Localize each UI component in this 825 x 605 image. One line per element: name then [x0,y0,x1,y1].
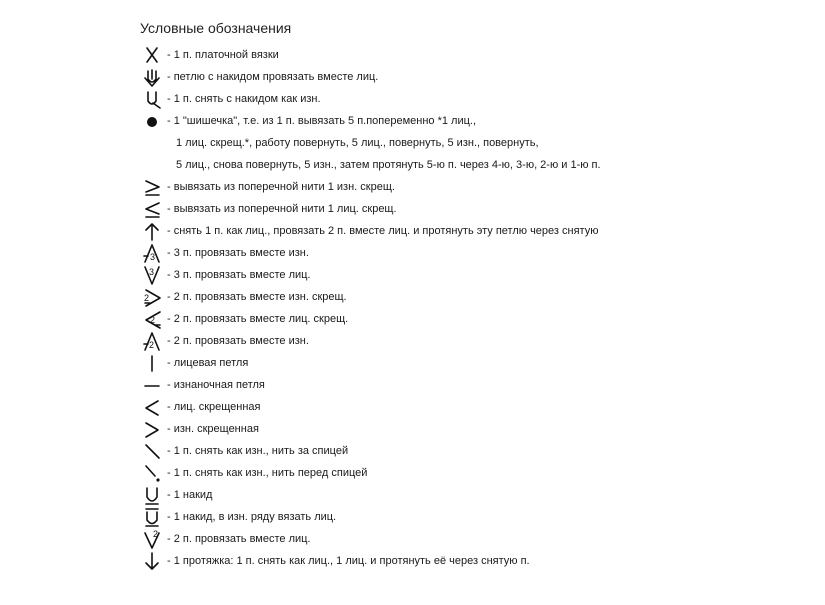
arrow-up-icon [140,220,164,242]
legend-item [140,88,800,110]
legend-description: - 2 п. провязать вместе изн. скрещ. [167,291,347,303]
legend-description: - 2 п. провязать вместе лиц. [167,533,311,545]
legend-description: - изн. скрещенная [167,423,259,435]
u-icon [140,484,164,506]
legend-item [140,66,800,88]
arrow-down-icon [140,550,164,572]
legend-description: - 2 п. провязать вместе изн. [167,335,309,347]
legend-item [140,528,800,550]
two-together-knit-icon [140,528,164,550]
svg-text:3: 3 [150,252,156,262]
two-together-purl-twisted-icon [140,286,164,308]
legend-item [140,418,800,440]
svg-text:3: 3 [149,267,155,277]
legend-list [140,44,800,572]
legend-description: - 2 п. провязать вместе лиц. скрещ. [167,313,349,325]
legend-item [140,308,800,330]
legend-item [140,352,800,374]
u-overline-icon [140,506,164,528]
legend-description: 5 лиц., снова повернуть, 5 изн., затем протянуть 5-ю п. через 4-ю, 3-ю, 2-ю и 1-ю п. [176,159,601,171]
legend-item [140,506,800,528]
less-than-icon [140,396,164,418]
legend-item [140,242,800,264]
bobble-dot-icon [140,110,164,132]
vertical-bar-icon [140,352,164,374]
legend-description: - петлю с накидом провязать вместе лиц. [167,71,379,83]
three-together-knit-icon [140,264,164,286]
three-together-purl-icon [140,242,164,264]
backslash-dot-icon [140,462,164,484]
legend-description: - 1 п. снять как изн., нить за спицей [167,445,349,457]
x-icon [140,44,164,66]
legend-description: - 1 протяжка: 1 п. снять как лиц., 1 лиц. и протянуть её через снятую п. [167,555,530,567]
legend-description: - 1 п. снять с накидом как изн. [167,93,321,105]
svg-text:2: 2 [149,340,155,350]
legend-item [140,154,800,176]
legend-item [140,132,800,154]
legend-description: 1 лиц. скрещ.*, работу повернуть, 5 лиц., повернуть, 5 изн., повернуть, [176,137,539,149]
legend-description: - 3 п. провязать вместе изн. [167,247,309,259]
legend-item [140,396,800,418]
svg-text:2: 2 [150,315,156,325]
legend-item [140,374,800,396]
increase-purl-twisted-icon [140,176,164,198]
page-title: Условные обозначения [140,20,292,36]
legend-item [140,198,800,220]
legend-item [140,440,800,462]
legend-description: - 1 "шишечка", т.е. из 1 п. вывязать 5 п.попеременно *1 лиц., [167,115,477,127]
backslash-icon [140,440,164,462]
legend-item [140,220,800,242]
two-together-knit-twisted-icon [140,308,164,330]
legend-item [140,44,800,66]
increase-knit-twisted-icon [140,198,164,220]
legend-item [140,176,800,198]
legend-item [140,330,800,352]
legend-item [140,110,800,132]
legend-description: - 1 п. снять как изн., нить перед спицей [167,467,368,479]
legend-description: - вывязать из поперечной нити 1 изн. скрещ. [167,181,395,193]
legend-item [140,484,800,506]
legend-description: - снять 1 п. как лиц., провязать 2 п. вместе лиц. и протянуть эту петлю через снятую [167,225,599,237]
legend-description: - вывязать из поперечной нити 1 лиц. скрещ. [167,203,397,215]
legend-description: - 1 накид [167,489,213,501]
legend-description: - лиц. скрещенная [167,401,261,413]
yarn-over-knit-together-icon [140,66,164,88]
svg-text:2: 2 [153,529,159,539]
slip-with-yarn-over-icon [140,88,164,110]
legend-description: - 1 накид, в изн. ряду вязать лиц. [167,511,337,523]
legend-description: - лицевая петля [167,357,249,369]
svg-text:2: 2 [144,293,150,303]
legend-item [140,462,800,484]
legend-description: - 1 п. платочной вязки [167,49,279,61]
legend-description: - 3 п. провязать вместе лиц. [167,269,311,281]
legend-item [140,264,800,286]
horizontal-dash-icon [140,374,164,396]
legend-item [140,286,800,308]
two-together-purl-icon [140,330,164,352]
legend-item [140,550,800,572]
greater-than-icon [140,418,164,440]
legend-description: - изнаночная петля [167,379,265,391]
